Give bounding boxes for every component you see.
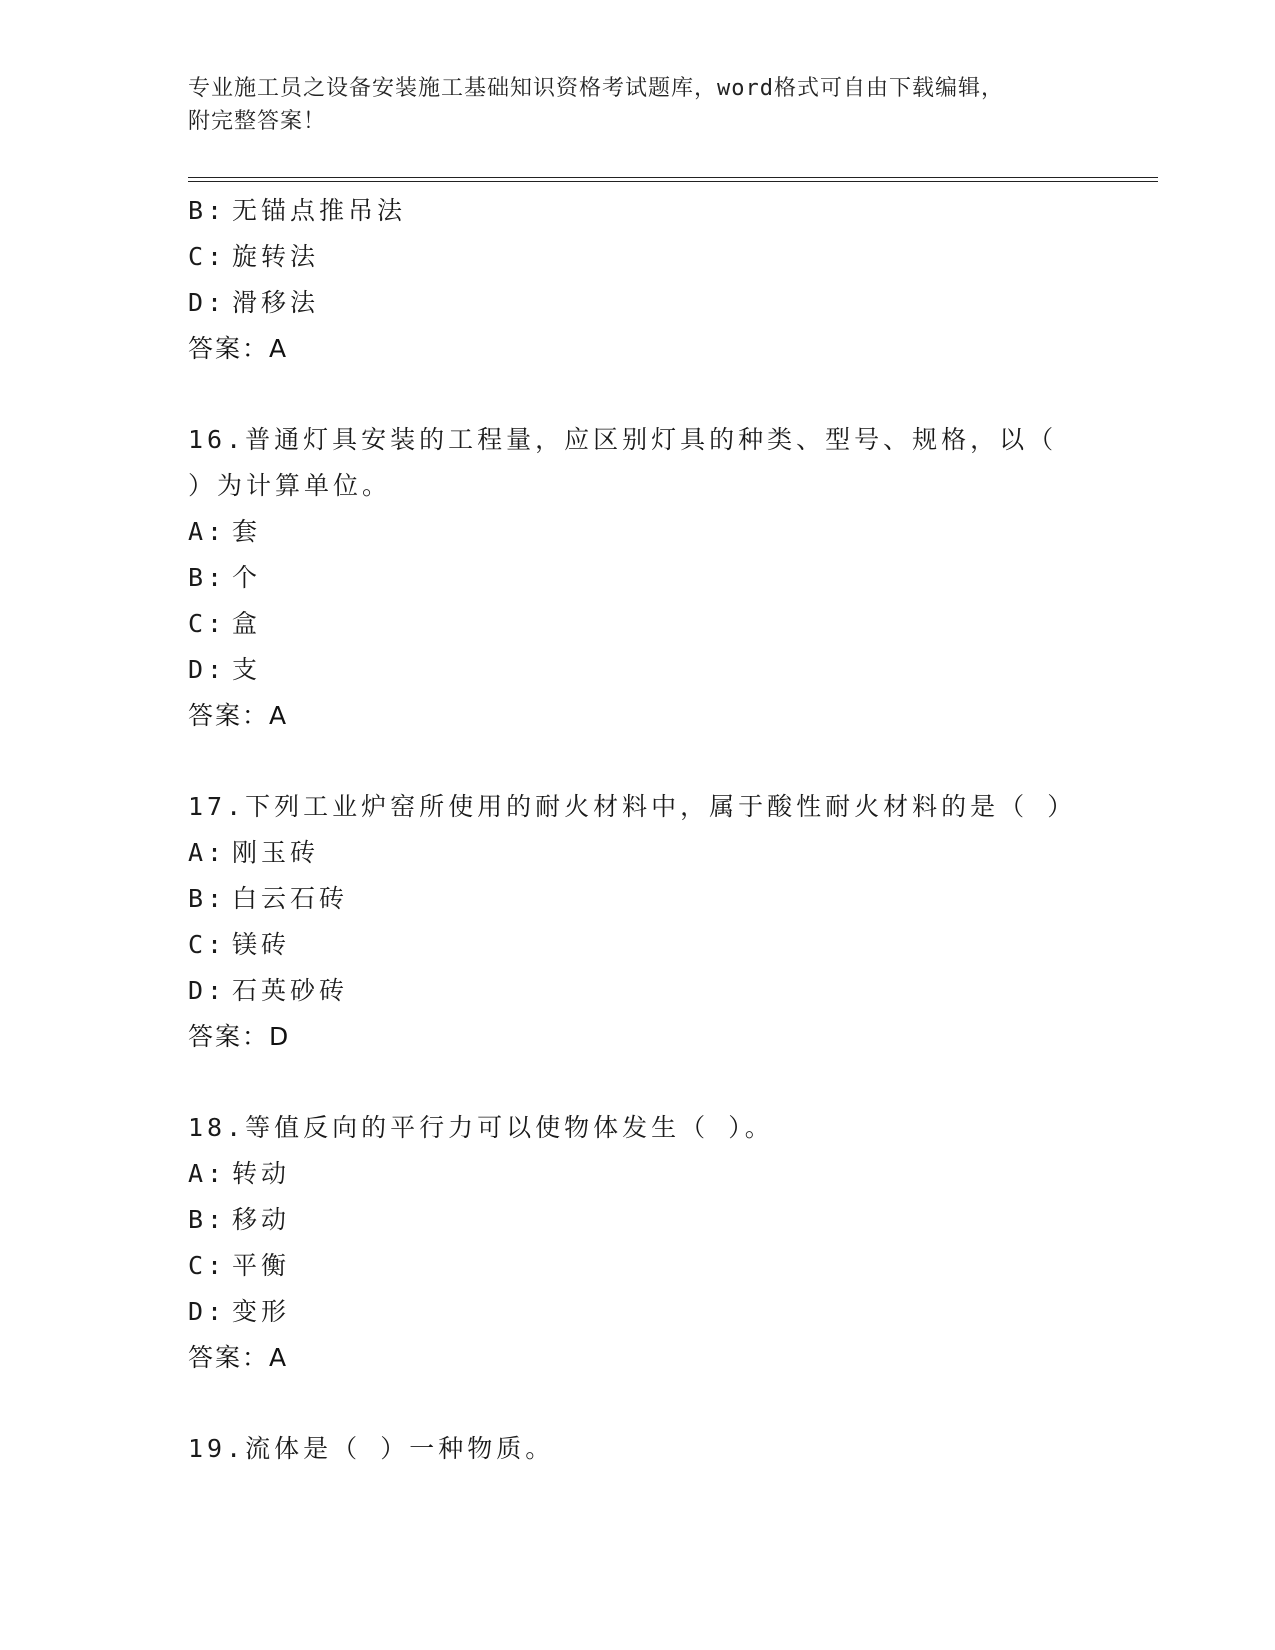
option-text: 滑移法 bbox=[232, 288, 320, 317]
option-b bbox=[188, 876, 1088, 922]
option-label: C: bbox=[188, 1251, 227, 1280]
option-label: C: bbox=[188, 930, 227, 959]
option-label: A: bbox=[188, 517, 227, 546]
question-stem: 19.流体是（ ）一种物质。 bbox=[188, 1434, 555, 1463]
question-stem-continued: ）为计算单位。 bbox=[188, 471, 392, 500]
option-label: B: bbox=[188, 884, 227, 913]
question-17 bbox=[188, 784, 1088, 1060]
option-text: 无锚点推吊法 bbox=[232, 196, 407, 225]
option-label: D: bbox=[188, 288, 227, 317]
option-text: 变形 bbox=[232, 1297, 291, 1326]
option-a bbox=[188, 1151, 1088, 1197]
option-c bbox=[188, 922, 1088, 968]
option-label: C: bbox=[188, 242, 227, 271]
option-c bbox=[188, 1243, 1088, 1289]
option-text: 支 bbox=[232, 655, 262, 684]
option-label: C: bbox=[188, 609, 227, 638]
option-c bbox=[188, 234, 1088, 280]
option-text: 旋转法 bbox=[232, 242, 320, 271]
option-text: 平衡 bbox=[232, 1251, 291, 1280]
answer-line: 答案：A bbox=[188, 334, 289, 363]
option-d bbox=[188, 1289, 1088, 1335]
question-19 bbox=[188, 1426, 1088, 1472]
option-label: A: bbox=[188, 838, 227, 867]
question-list bbox=[188, 188, 1088, 1472]
header-line-2: 附完整答案！ bbox=[188, 109, 327, 134]
option-label: D: bbox=[188, 655, 227, 684]
answer-line: 答案：A bbox=[188, 701, 289, 730]
option-text: 移动 bbox=[232, 1205, 291, 1234]
option-text: 刚玉砖 bbox=[232, 838, 320, 867]
option-c bbox=[188, 601, 1088, 647]
option-d bbox=[188, 968, 1088, 1014]
option-a bbox=[188, 509, 1088, 555]
option-label: A: bbox=[188, 1159, 227, 1188]
option-b bbox=[188, 188, 1088, 234]
option-text: 石英砂砖 bbox=[232, 976, 349, 1005]
option-text: 白云石砖 bbox=[232, 884, 349, 913]
option-label: D: bbox=[188, 1297, 227, 1326]
option-label: D: bbox=[188, 976, 227, 1005]
question-15 bbox=[188, 188, 1088, 372]
option-text: 镁砖 bbox=[232, 930, 291, 959]
question-18 bbox=[188, 1105, 1088, 1381]
option-label: B: bbox=[188, 563, 227, 592]
option-a bbox=[188, 830, 1088, 876]
question-16 bbox=[188, 417, 1088, 739]
question-stem: 17.下列工业炉窑所使用的耐火材料中，属于酸性耐火材料的是（ ） bbox=[188, 792, 1077, 821]
document-header bbox=[188, 72, 1088, 138]
option-b bbox=[188, 1197, 1088, 1243]
question-stem: 16.普通灯具安装的工程量，应区别灯具的种类、型号、规格，以（ bbox=[188, 425, 1058, 454]
option-d bbox=[188, 647, 1088, 693]
option-text: 盒 bbox=[232, 609, 262, 638]
option-d bbox=[188, 280, 1088, 326]
option-text: 套 bbox=[232, 517, 262, 546]
option-label: B: bbox=[188, 196, 227, 225]
header-line-1: 专业施工员之设备安装施工基础知识资格考试题库，word格式可自由下载编辑， bbox=[188, 76, 1004, 101]
option-text: 个 bbox=[232, 563, 262, 592]
question-stem: 18.等值反向的平行力可以使物体发生（ ）。 bbox=[188, 1113, 774, 1142]
answer-line: 答案：A bbox=[188, 1343, 289, 1372]
option-b bbox=[188, 555, 1088, 601]
header-double-rule bbox=[188, 177, 1158, 182]
answer-line: 答案：D bbox=[188, 1022, 291, 1051]
option-text: 转动 bbox=[232, 1159, 291, 1188]
option-label: B: bbox=[188, 1205, 227, 1234]
